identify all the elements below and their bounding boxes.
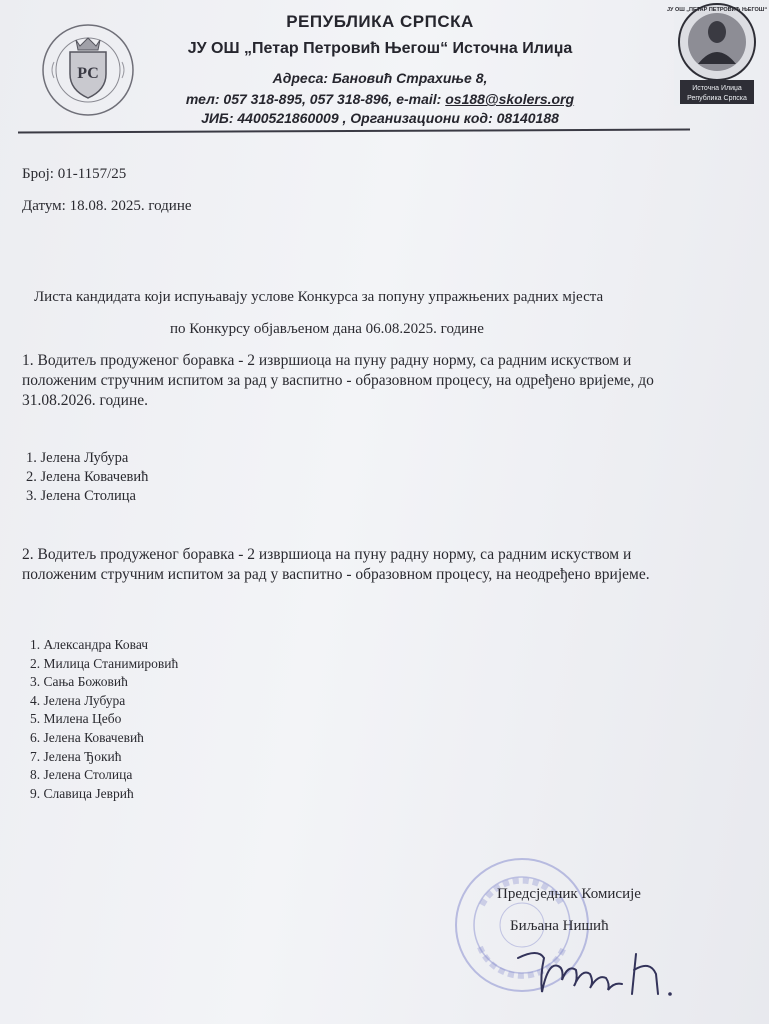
section1-description: 1. Водитељ продуженог боравка - 2 извршиоца на пуну радну норму, са радним искуством и положеним стручним испитом за рад у васпитно - образовном процесу, на одређено вријеме, до 31.08.2026. године.: [22, 352, 654, 409]
list-item: 1. Јелена Лубура: [26, 450, 129, 466]
logo-left-letters: РС: [77, 65, 99, 82]
header-divider: [18, 129, 690, 134]
header-email-link[interactable]: os188@skolers.org: [445, 91, 575, 107]
logo-right-top-text: ЈУ ОШ „ПЕТАР ПЕТРОВИЋ ЊЕГОШ“: [666, 7, 768, 13]
handwritten-signature: [510, 940, 685, 1010]
header-contact: [140, 91, 620, 107]
list-item: 3. Јелена Столица: [26, 488, 136, 504]
list-item: 4. Јелена Лубура: [30, 692, 126, 708]
header-ids: ЈИБ: 4400521860009 , Организациони код: 08140188: [201, 110, 559, 126]
list-item: 2. Јелена Ковачевић: [26, 469, 149, 485]
list-item: 1. Александра Ковач: [30, 637, 149, 652]
signature-role: Предсједник Комисије: [497, 886, 641, 902]
document-title-line2: по Конкурсу објављеном дана 06.08.2025. године: [170, 321, 484, 337]
document-date: Датум: 18.08. 2025. године: [22, 198, 192, 214]
section1-candidate-list: [26, 449, 148, 506]
section2-description: 2. Водитељ продуженог боравка - 2 извршиоца на пуну радну норму, са радним искуством и положеним стручним испитом за рад у васпитно - образовном процесу, на неодређено вријеме.: [22, 546, 650, 583]
list-item: 5. Милена Цебо: [30, 711, 122, 727]
list-item: 7. Јелена Ђокић: [30, 748, 122, 764]
logo-right-bottom-text-1: Источна Илиџа: [692, 85, 742, 92]
republika-srpska-coat-of-arms-logo: [40, 22, 136, 118]
list-item: 9. Славица Јеврић: [30, 785, 134, 801]
document-number: Број: 01-1157/25: [22, 166, 127, 182]
list-item: 2. Милица Станимировић: [30, 655, 179, 671]
logo-right-bottom-text-2: Република Српска: [687, 95, 747, 102]
header-republic: РЕПУБЛИКА СРПСКА: [286, 12, 474, 31]
list-item: 6. Јелена Ковачевић: [30, 729, 144, 745]
signature-name: Биљана Нишић: [510, 918, 609, 934]
list-item: 8. Јелена Столица: [30, 767, 133, 783]
document-title-line1: Листа кандидата који испуњавају услове Конкурса за попуну упражњених радних мјеста: [34, 289, 604, 305]
header-school-name: ЈУ ОШ „Петар Петровић Његош“ Источна Илиџа: [187, 40, 573, 57]
list-item: 3. Сања Божовић: [30, 674, 128, 690]
header-phone: тел: 057 318-895, 057 318-896, e-mail:: [185, 91, 446, 107]
school-portrait-logo: [666, 2, 768, 106]
header-address: Адреса: Бановић Страхиње 8,: [272, 70, 488, 86]
section2-candidate-list: [30, 636, 178, 803]
